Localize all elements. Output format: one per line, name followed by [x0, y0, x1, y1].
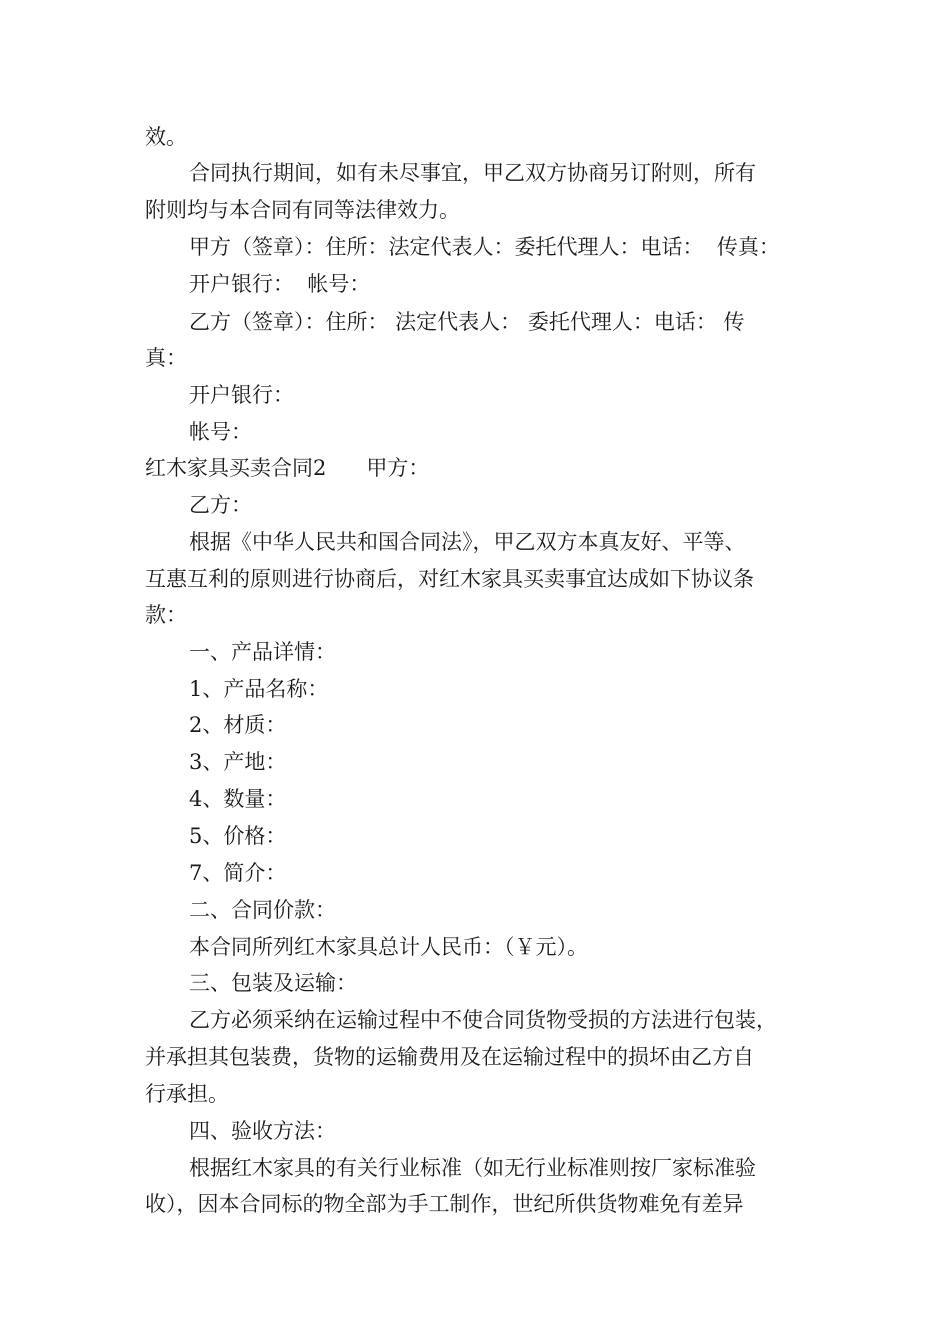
text-line: 本合同所列红木家具总计人民币：（￥元）。 [189, 935, 588, 959]
text-line: 开户银行： [189, 383, 294, 407]
text-line: 真： [145, 346, 187, 370]
text-line: 效。 [145, 125, 187, 149]
text-line: 2、材质： [189, 713, 287, 737]
text-line: 并承担其包装费，货物的运输费用及在运输过程中的损坏由乙方自 [145, 1045, 754, 1069]
text-line: 帐号： [189, 420, 252, 444]
text-line: 红木家具买卖合同2 甲方： [145, 456, 430, 480]
text-line: 附则均与本合同有同等法律效力。 [145, 198, 460, 222]
text-line: 3、产地： [189, 750, 287, 774]
text-line: 5、价格： [189, 824, 287, 848]
text-line: 互惠互利的原则进行协商后，对红木家具买卖事宜达成如下协议条 [145, 567, 754, 591]
text-line: 根据红木家具的有关行业标准（如无行业标准则按厂家标准验 [189, 1156, 756, 1180]
text-line: 乙方必须采纳在运输过程中不使合同货物受损的方法进行包装， [189, 1008, 777, 1032]
text-line: 开户银行： 帐号： [189, 272, 371, 296]
text-line: 乙方： [189, 493, 252, 517]
text-line: 合同执行期间，如有未尽事宜，甲乙双方协商另订附则，所有 [189, 161, 756, 185]
text-line: 四、验收方法： [189, 1119, 336, 1143]
text-line: 1、产品名称： [189, 677, 329, 701]
text-line: 二、合同价款： [189, 898, 336, 922]
text-line: 4、数量： [189, 787, 287, 811]
text-line: 行承担。 [145, 1082, 229, 1106]
text-line: 7、简介： [189, 861, 287, 885]
text-line: 根据《中华人民共和国合同法》，甲乙双方本真友好、平等、 [189, 530, 746, 554]
text-line: 收），因本合同标的物全部为手工制作，世纪所供货物难免有差异 [145, 1192, 744, 1216]
text-line: 一、产品详情： [189, 640, 336, 664]
text-line: 款： [145, 603, 187, 627]
text-line: 三、包装及运输： [189, 971, 357, 995]
text-line: 乙方（签章）：住所： 法定代表人： 委托代理人：电话： 传 [189, 310, 745, 334]
text-line: 甲方（签章）：住所：法定代表人：委托代理人：电话： 传真： [189, 235, 780, 259]
